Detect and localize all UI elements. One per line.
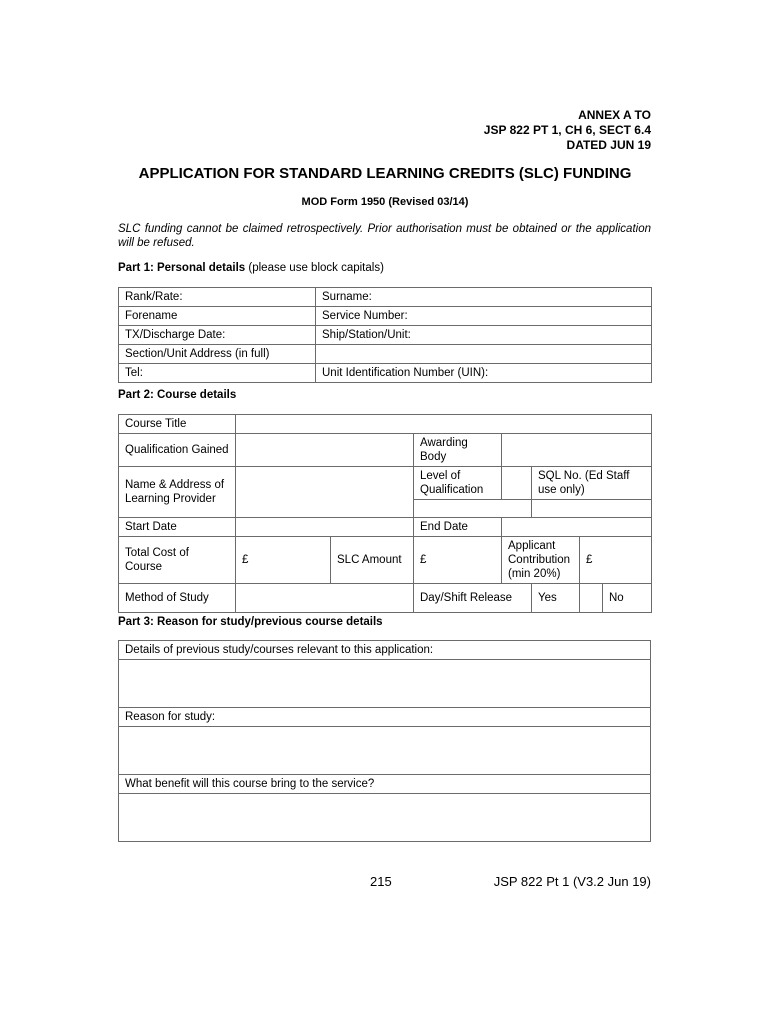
part1-heading-label: Part 1: Personal details xyxy=(118,262,246,274)
field-service-number[interactable]: Service Number: xyxy=(316,307,652,326)
part2-heading-label: Part 2: Course details xyxy=(118,389,237,401)
annex-line-2: JSP 822 PT 1, CH 6, SECT 6.4 xyxy=(483,123,651,137)
no-option[interactable]: No xyxy=(603,584,652,613)
course-title-input[interactable] xyxy=(236,415,652,434)
field-surname[interactable]: Surname: xyxy=(316,288,652,307)
reason-for-study-input[interactable] xyxy=(119,727,651,775)
part3-heading xyxy=(118,616,383,628)
qualification-gained-label: Qualification Gained xyxy=(119,434,236,467)
total-cost-currency: £ xyxy=(242,554,249,566)
reason-for-study-table xyxy=(118,640,651,842)
end-date-input[interactable] xyxy=(502,518,652,537)
document-reference: JSP 822 Pt 1 (V3.2 Jun 19) xyxy=(493,874,651,889)
awarding-body-label: Awarding Body xyxy=(414,434,502,467)
total-cost-label: Total Cost of Course xyxy=(119,537,236,584)
field-unit-address[interactable]: Section/Unit Address (in full) xyxy=(119,345,316,364)
learning-provider-input[interactable] xyxy=(236,467,414,518)
sql-no-input[interactable] xyxy=(532,500,652,518)
yes-box[interactable] xyxy=(580,584,603,613)
service-benefit-label: What benefit will this course bring to the service? xyxy=(119,775,651,794)
applicant-contribution-label: Applicant Contribution (min 20%) xyxy=(502,537,580,584)
part3-heading-label: Part 3: Reason for study/previous course details xyxy=(118,616,383,628)
start-date-input[interactable] xyxy=(236,518,414,537)
course-details-table xyxy=(118,414,652,613)
form-reference: MOD Form 1950 (Revised 03/14) xyxy=(301,196,469,208)
qualification-gained-input[interactable] xyxy=(236,434,414,467)
page-number: 215 xyxy=(370,874,392,889)
field-forename[interactable]: Forename xyxy=(119,307,316,326)
applicant-contribution-input[interactable] xyxy=(580,537,652,584)
annex-reference xyxy=(484,108,651,153)
field-tx-discharge-date[interactable]: TX/Discharge Date: xyxy=(119,326,316,345)
level-of-qualification-extra[interactable] xyxy=(414,500,532,518)
reason-for-study-label: Reason for study: xyxy=(119,708,651,727)
applicant-contribution-currency: £ xyxy=(586,554,593,566)
slc-amount-currency: £ xyxy=(420,554,427,566)
level-of-qualification-label: Level of Qualification xyxy=(414,467,502,500)
form-title: APPLICATION FOR STANDARD LEARNING CREDITS (SLC) FUNDING xyxy=(138,165,632,182)
personal-details-table xyxy=(118,287,652,383)
service-benefit-input[interactable] xyxy=(119,794,651,842)
method-of-study-input[interactable] xyxy=(236,584,414,613)
total-cost-input[interactable] xyxy=(236,537,331,584)
field-ship-station-unit[interactable]: Ship/Station/Unit: xyxy=(316,326,652,345)
sql-no-label: SQL No. (Ed Staff use only) xyxy=(532,467,652,500)
yes-option[interactable]: Yes xyxy=(532,584,580,613)
part2-heading xyxy=(118,389,236,401)
field-unit-address-value[interactable] xyxy=(316,345,652,364)
funding-note: SLC funding cannot be claimed retrospectively. Prior authorisation must be obtained or the application will be refused. xyxy=(118,223,651,249)
field-uin[interactable]: Unit Identification Number (UIN): xyxy=(316,364,652,383)
previous-study-label: Details of previous study/courses relevant to this application: xyxy=(119,641,651,660)
end-date-label: End Date xyxy=(414,518,502,537)
slc-amount-label: SLC Amount xyxy=(331,537,414,584)
previous-study-input[interactable] xyxy=(119,660,651,708)
part1-heading-note: (please use block capitals) xyxy=(245,262,384,274)
level-of-qualification-input[interactable] xyxy=(502,467,532,500)
annex-line-3: DATED JUN 19 xyxy=(566,138,651,152)
learning-provider-label: Name & Address of Learning Provider xyxy=(119,467,236,518)
part1-heading xyxy=(118,262,384,274)
awarding-body-input[interactable] xyxy=(502,434,652,467)
start-date-label: Start Date xyxy=(119,518,236,537)
method-of-study-label: Method of Study xyxy=(119,584,236,613)
annex-line-1: ANNEX A TO xyxy=(578,108,651,122)
field-tel[interactable]: Tel: xyxy=(119,364,316,383)
day-shift-release-label: Day/Shift Release xyxy=(414,584,532,613)
field-rank-rate[interactable]: Rank/Rate: xyxy=(119,288,316,307)
slc-amount-input[interactable] xyxy=(414,537,502,584)
course-title-label: Course Title xyxy=(119,415,236,434)
